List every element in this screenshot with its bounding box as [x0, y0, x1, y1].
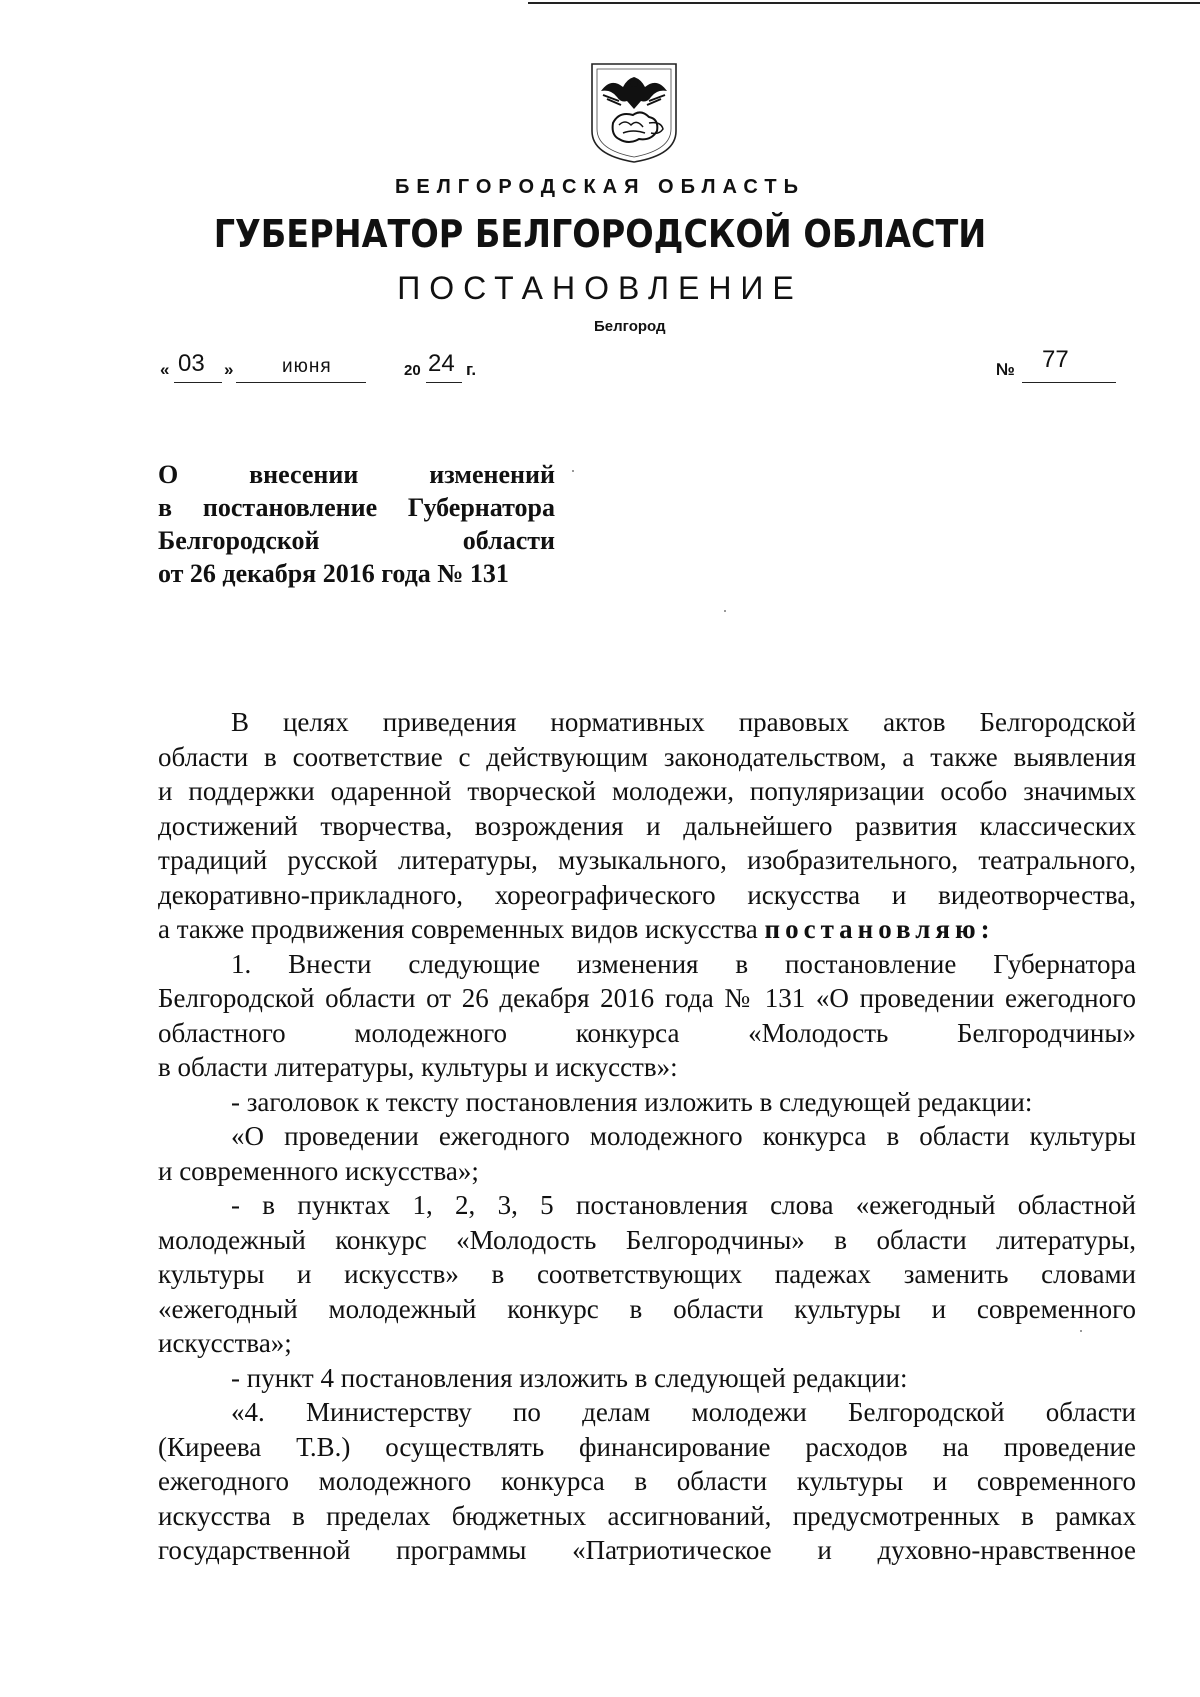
body-line: Белгородской области от 26 декабря 2016 года № 131 «О проведении ежегодного	[158, 983, 1136, 1013]
scan-speck	[1080, 1330, 1082, 1332]
body-line: искусства в пределах бюджетных ассигнований, предусмотренных в рамках	[158, 1500, 1136, 1531]
scan-speck	[724, 610, 726, 612]
body-line: и современного искусства»;	[158, 1155, 479, 1186]
subject-line: О внесении изменений	[158, 460, 555, 489]
body-line: традиций русской литературы, музыкального, изобразительного, театрального,	[158, 845, 1136, 875]
body-line: области в соответствие с действующим законодательством, а также выявления	[158, 741, 1136, 772]
body-line: - заголовок к тексту постановления изложить в следующей редакции:	[231, 1086, 1033, 1117]
body-line: (Киреева Т.В.) осуществлять финансирование расходов на проведение	[158, 1431, 1136, 1462]
body-line: областного молодежного конкурса «Молодость Белгородчины»	[158, 1017, 1136, 1048]
city-name: Белгород	[594, 318, 666, 335]
number-label: №	[996, 360, 1015, 379]
year-underline	[426, 382, 462, 383]
document-number: 77	[1042, 346, 1069, 373]
document-type: ПОСТАНОВЛЕНИЕ	[397, 270, 803, 306]
subject-line: в постановление Губернатора	[158, 493, 555, 522]
quote-close: »	[224, 360, 234, 379]
coat-of-arms-emblem	[589, 61, 679, 165]
date-month: июня	[282, 356, 332, 377]
subject-line: Белгородской области	[158, 526, 555, 555]
body-line: «4. Министерству по делам молодежи Белгородской области	[231, 1397, 1136, 1427]
body-line: и поддержки одаренной творческой молодежи, популяризации особо значимых	[158, 776, 1136, 806]
year-mark: г.	[466, 360, 477, 379]
year-suffix: 24	[428, 350, 455, 377]
body-line: ежегодного молодежного конкурса в области культуры и современного	[158, 1466, 1136, 1496]
body-line: декоративно-прикладного, хореографического искусства и видеотворчества,	[158, 879, 1136, 910]
month-underline	[236, 382, 366, 383]
scan-speck	[572, 470, 574, 472]
dateline	[160, 346, 1110, 390]
day-underline	[174, 382, 222, 383]
decree-body	[158, 705, 1136, 1568]
body-line: достижений творчества, возрождения и дальнейшего развития классических	[158, 810, 1136, 841]
governor-title: ГУБЕРНАТОР БЕЛГОРОДСКОЙ ОБЛАСТИ	[213, 212, 987, 256]
body-line-resolve	[158, 912, 1136, 947]
body-line-text: а также продвижения современных видов искусства	[158, 914, 758, 944]
body-line: В целях приведения нормативных правовых актов Белгородской	[231, 707, 1136, 737]
number-underline	[1022, 382, 1116, 383]
body-line: «ежегодный молодежный конкурс в области культуры и современного	[158, 1293, 1136, 1324]
body-line: государственной программы «Патриотическое и духовно-нравственное	[158, 1535, 1136, 1565]
body-line: искусства»;	[158, 1328, 292, 1358]
body-line: молодежный конкурс «Молодость Белгородчины» в области литературы,	[158, 1224, 1136, 1255]
subject-line: от 26 декабря 2016 года № 131	[158, 559, 509, 588]
body-line: - пункт 4 постановления изложить в следующей редакции:	[231, 1362, 908, 1393]
year-prefix: 20	[404, 362, 421, 379]
body-line: 1. Внести следующие изменения в постановление Губернатора	[231, 948, 1136, 979]
scan-edge-line	[528, 2, 1200, 4]
body-line: в области литературы, культуры и искусств»:	[158, 1052, 678, 1082]
region-title: БЕЛГОРОДСКАЯ ОБЛАСТЬ	[395, 176, 805, 198]
subject-block	[158, 458, 555, 590]
body-line: культуры и искусств» в соответствующих падежах заменить словами	[158, 1259, 1136, 1289]
body-line: «О проведении ежегодного молодежного конкурса в области культуры	[231, 1121, 1136, 1151]
date-day: 03	[178, 350, 205, 377]
body-line: - в пунктах 1, 2, 3, 5 постановления слова «ежегодный областной	[231, 1190, 1136, 1220]
resolve-word: постановляю:	[764, 914, 995, 944]
quote-open: «	[160, 360, 170, 379]
